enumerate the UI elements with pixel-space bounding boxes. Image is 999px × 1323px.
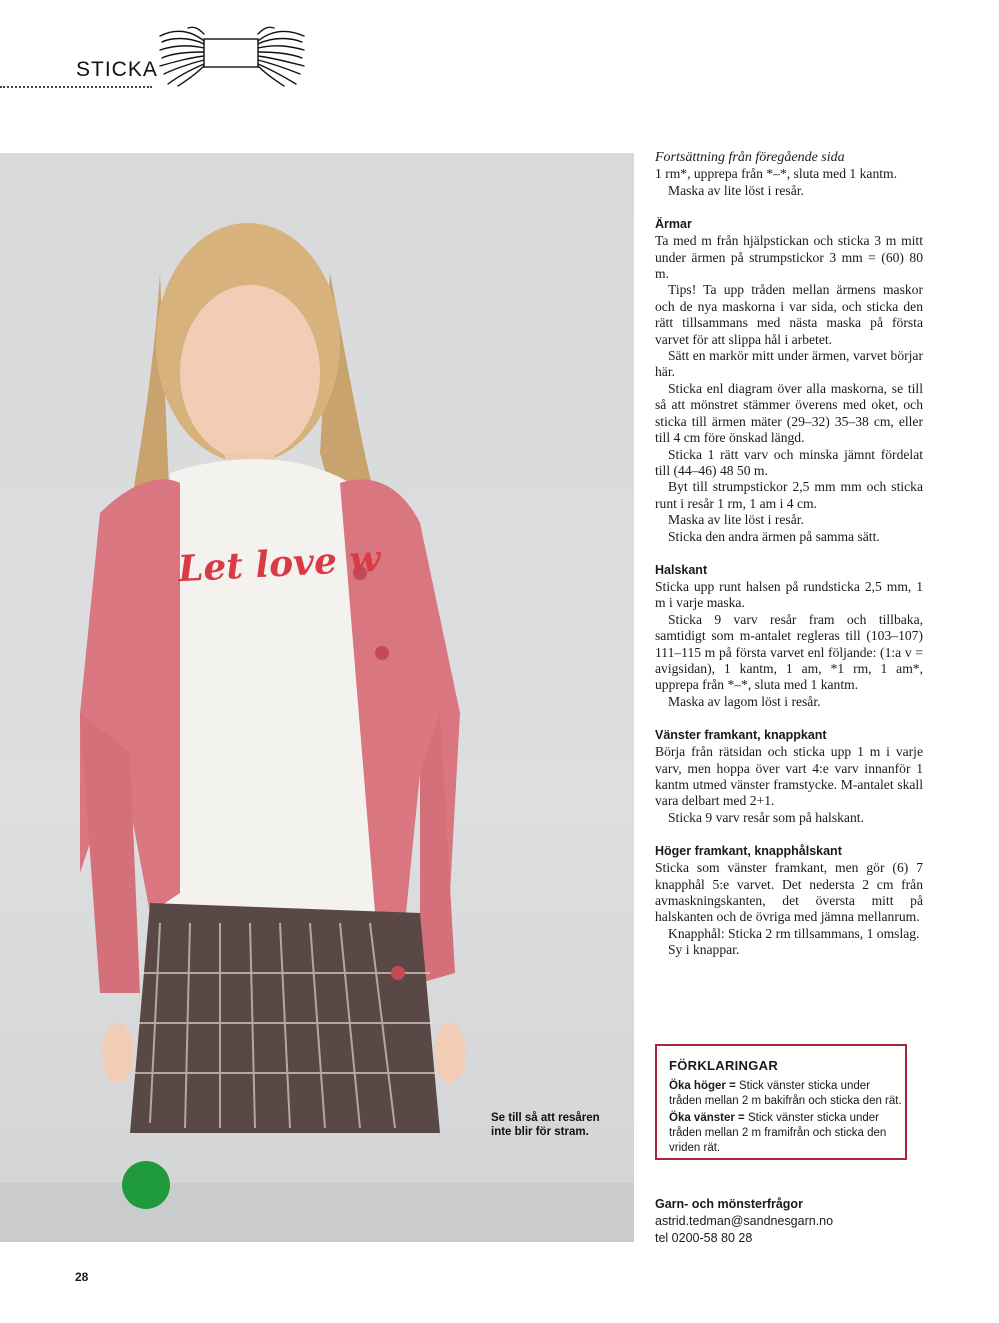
right-band-paragraph: Sy i knappar. (668, 942, 740, 958)
explanation-item (669, 1079, 905, 1109)
yarn-skein-icon (158, 26, 306, 88)
photo-girl-in-cardigan (0, 153, 634, 1242)
sleeves-paragraph: Ta med m från hjälpstickan och sticka 3 m mitt under ärmen på strumpstickor 3 mm = (60) 80 m. (655, 233, 923, 282)
neckband-paragraph: Maska av lagom löst i resår. (668, 693, 821, 709)
sleeves-paragraph: Sticka enl diagram över alla maskorna, se till så att mönstret stämmer överens med oket, och sticka till ärmen mäter (29–32) 35–38 cm, eller till 4 cm före önskad längd. (655, 380, 923, 446)
intro-line-2: Maska av lite löst i resår. (668, 182, 804, 198)
sleeves-paragraph: Sticka den andra ärmen på samma sätt. (668, 528, 880, 544)
section-heading-right-front-band: Höger framkant, knapphålskant (655, 844, 842, 859)
contact-block (655, 1196, 833, 1247)
left-band-paragraph: Börja från rätsidan och sticka upp 1 m i varje varv, men hoppa över vart 4:e varv innanför 1 kantm utmed vänster framstycke. M-antalet skall vara delbart med 2+1. (655, 744, 923, 809)
shirt-print-text: Let love w (177, 537, 382, 591)
contact-email[interactable]: astrid.tedman@sandnesgarn.no (655, 1214, 834, 1228)
page-header (0, 0, 999, 100)
explanation-item (669, 1111, 905, 1156)
contact-title: Garn- och mönsterfrågor (655, 1197, 803, 1211)
explanation-text: Stick vänster sticka under tråden mellan 2 m bakifrån och sticka den rät. (669, 1080, 902, 1107)
sleeves-paragraph: Maska av lite löst i resår. (668, 512, 804, 528)
neckband-paragraph: Sticka upp runt halsen på rundsticka 2,5 mm, 1 m i varje maska. (655, 578, 923, 611)
sleeves-paragraph: Tips! Ta upp tråden mellan ärmens maskor och de nya maskorna i var sida, och sticka den rätt tillsammans med nästa maska på första varvet för att slippa hål i arbetet. (655, 282, 923, 347)
page-number: 28 (75, 1270, 89, 1284)
instruction-column (655, 150, 923, 959)
section-heading-neckband: Halskant (655, 562, 708, 577)
explanations-box (655, 1044, 907, 1160)
continued-note: Fortsättning från föregående sida (655, 150, 845, 165)
photo-caption: Se till så att resåren inte blir för stram. (491, 1112, 600, 1138)
explanation-term: Öka vänster = (669, 1112, 745, 1124)
section-heading-left-front-band: Vänster framkant, knappkant (655, 728, 827, 743)
explanation-text: Stick vänster sticka under tråden mellan 2 m framifrån och sticka den vriden rät. (669, 1112, 887, 1154)
section-label: STICKA (76, 58, 158, 81)
right-band-paragraph: Sticka som vänster framkant, men gör (6) 7 knapphål 5:e varvet. Det nedersta 2 cm från avmaskningskanten, det översta mitt på halskanten och de övriga med jämna mellanrum. (655, 860, 923, 925)
sleeves-paragraph: Sticka 1 rätt varv och minska jämnt fördelat till (44–46) 48 50 m. (655, 446, 923, 478)
sleeves-paragraph: Byt till strumpstickor 2,5 mm mm och sticka runt i resår 1 rm, 1 am i 4 cm. (655, 479, 923, 511)
photo-illustration (0, 153, 634, 1242)
neckband-paragraph: Sticka 9 varv resår fram och tillbaka, samtidigt som m-antalet regleras till (103–107) 111–115 m på första varvet enl följande: (1:a v = avigsidan), 1 kantm, 1 am, *1 rm, 1 am*, upprepa från *–*, sluta med 1 kantm. (655, 611, 923, 693)
right-band-paragraph: Knapphål: Sticka 2 rm tillsammans, 1 omslag. (668, 925, 920, 941)
intro-line-1: 1 rm*, upprepa från *–*, sluta med 1 kantm. (655, 166, 897, 182)
explanation-term: Öka höger = (669, 1080, 736, 1092)
section-heading-sleeves: Ärmar (655, 217, 692, 232)
sleeves-paragraph: Sätt en markör mitt under ärmen, varvet börjar här. (655, 348, 923, 380)
explanations-title: FÖRKLARINGAR (669, 1058, 779, 1073)
header-dotted-rule (0, 86, 152, 88)
left-band-paragraph: Sticka 9 varv resår som på halskant. (668, 809, 864, 825)
contact-phone: tel 0200-58 80 28 (655, 1231, 753, 1245)
